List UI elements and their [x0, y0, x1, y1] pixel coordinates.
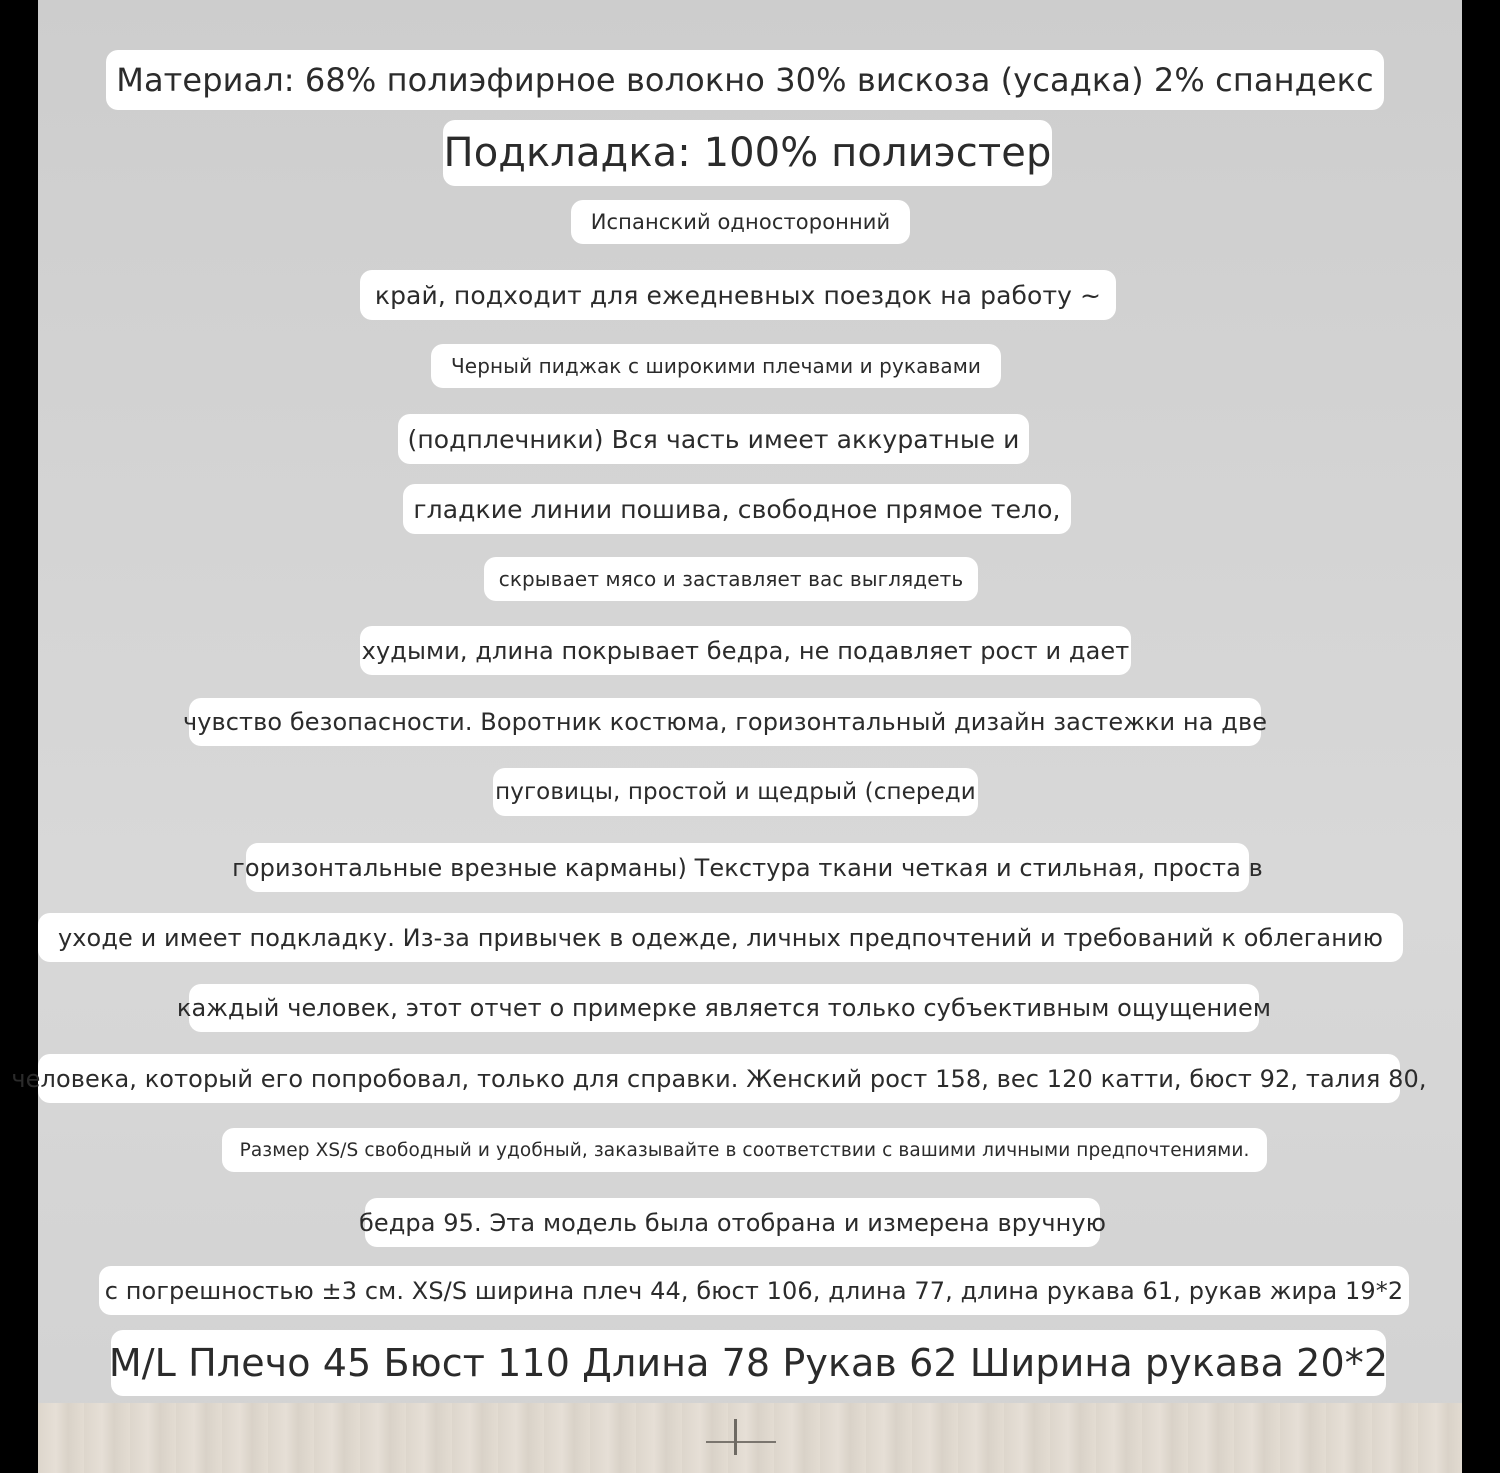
- text-line-7: гладкие линии пошива, свободное прямое тело,: [403, 484, 1071, 534]
- text-line-10: чувство безопасности. Воротник костюма, горизонтальный дизайн застежки на две: [189, 698, 1261, 746]
- text-line-9: худыми, длина покрывает бедра, не подавляет рост и дает: [360, 626, 1131, 675]
- hanger-hook: [734, 1419, 737, 1455]
- text-line-12: горизонтальные врезные карманы) Текстура ткани четкая и стильная, проста в: [246, 843, 1249, 892]
- text-line-11: пуговицы, простой и щедрый (спереди: [493, 768, 978, 816]
- text-line-16: Размер XS/S свободный и удобный, заказывайте в соответствии с вашими личными предпочтениями.: [222, 1128, 1267, 1172]
- text-line-lining: Подкладка: 100% полиэстер: [443, 120, 1052, 186]
- text-line-3: Испанский односторонний: [571, 200, 910, 244]
- text-line-ml-size: M/L Плечо 45 Бюст 110 Длина 78 Рукав 62 Ширина рукава 20*2: [111, 1330, 1386, 1396]
- text-line-4: край, подходит для ежедневных поездок на работу ~: [360, 270, 1116, 320]
- floor: [38, 1403, 1462, 1473]
- text-line-6: (подплечники) Вся часть имеет аккуратные и: [398, 414, 1029, 464]
- text-line-14: каждый человек, этот отчет о примерке является только субъективным ощущением: [189, 984, 1259, 1032]
- text-line-8: скрывает мясо и заставляет вас выглядеть: [484, 557, 978, 601]
- text-line-material: Материал: 68% полиэфирное волокно 30% вискоза (усадка) 2% спандекс: [106, 50, 1384, 110]
- hanger-bar: [706, 1441, 776, 1443]
- text-line-17: бедра 95. Эта модель была отобрана и измерена вручную: [365, 1198, 1100, 1247]
- text-line-15: человека, который его попробовал, только для справки. Женский рост 158, вес 120 катти, бюст 92, талия 80,: [38, 1054, 1400, 1103]
- text-line-18: с погрешностью ±3 см. XS/S ширина плеч 44, бюст 106, длина 77, длина рукава 61, рукав жира 19*2: [99, 1266, 1409, 1315]
- text-line-5: Черный пиджак с широкими плечами и рукавами: [431, 344, 1001, 388]
- text-line-13: уходе и имеет подкладку. Из-за привычек в одежде, личных предпочтений и требований к облеганию: [38, 913, 1403, 962]
